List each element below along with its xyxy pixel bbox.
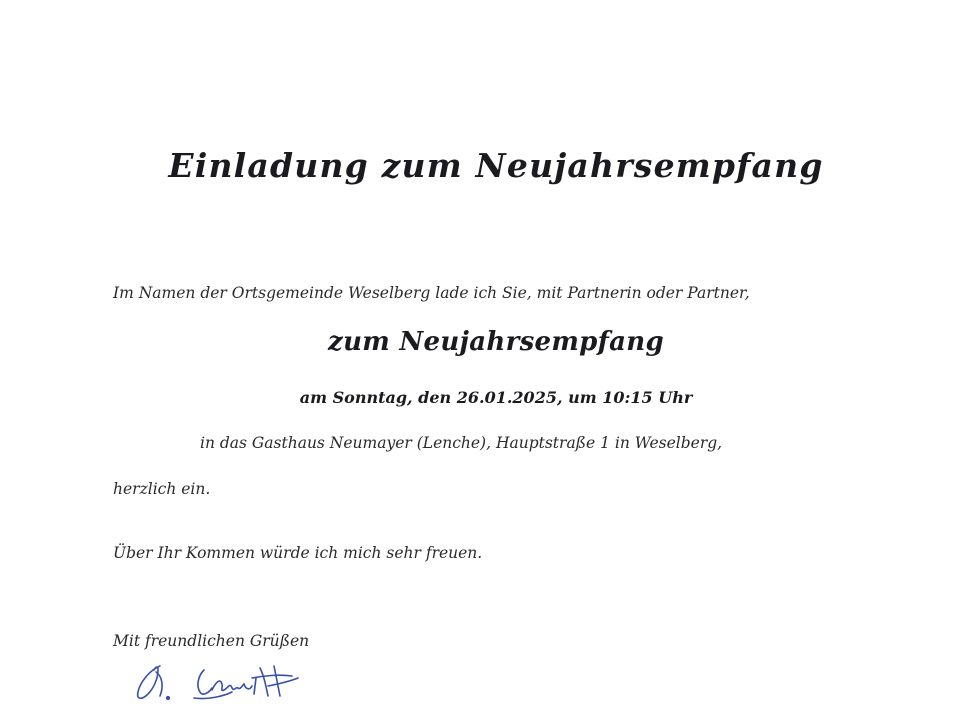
handwritten-signature — [128, 656, 328, 714]
greeting: Mit freundlichen Grüßen — [113, 632, 310, 650]
intro-paragraph: Im Namen der Ortsgemeinde Weselberg lade ich Sie, mit Partnerin oder Partner, — [113, 284, 750, 302]
closing-sentence: Über Ihr Kommen würde ich mich sehr freuen. — [113, 544, 483, 562]
event-date: am Sonntag, den 26.01.2025, um 10:15 Uhr — [299, 388, 693, 407]
event-heading: zum Neujahrsempfang — [328, 327, 664, 357]
event-venue: in das Gasthaus Neumayer (Lenche), Hauptstraße 1 in Weselberg, — [200, 434, 723, 452]
document-title: Einladung zum Neujahrsempfang — [168, 146, 824, 185]
invite-closing: herzlich ein. — [113, 480, 211, 498]
